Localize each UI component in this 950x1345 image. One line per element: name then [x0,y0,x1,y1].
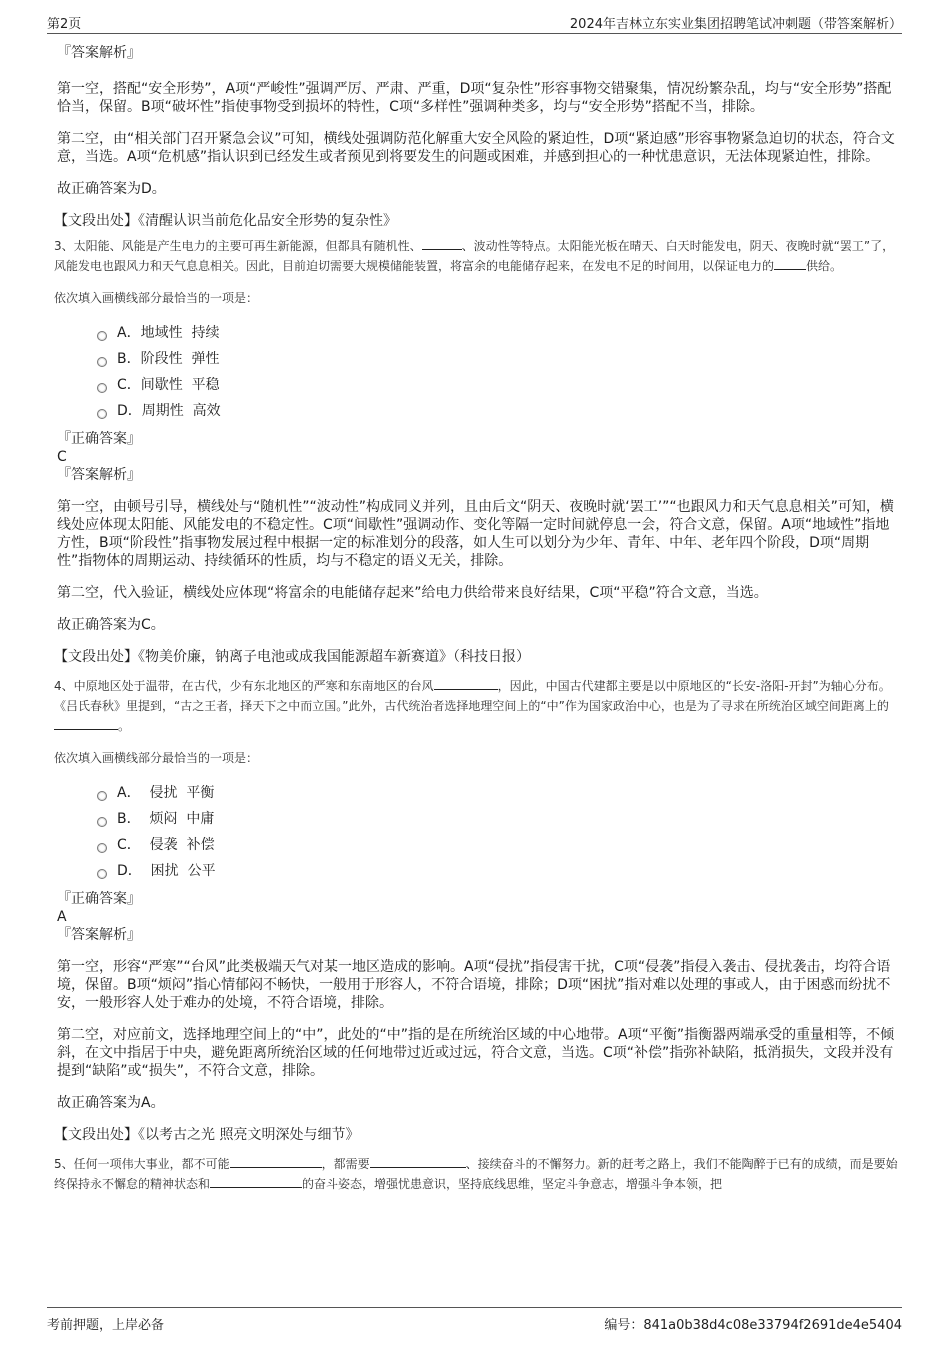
analysis-paragraph: 第一空，搭配“安全形势”，A项“严峻性”强调严厉、严肃、严重，D项“复杂性”形容事物交错聚集，情况纷繁杂乱，均与“安全形势”搭配恰当，保留。B项“破坏性”指使事物受到损坏的特性，C项“多样性”强调种类多，均与“安全形势”搭配不当，排除。 [57,81,892,115]
answer-label: 『正确答案』 [57,431,141,447]
source-citation: 【文段出处】《清醒认识当前危化品安全形势的复杂性》 [54,213,397,229]
question-4-instruction: 依次填入画横线部分最恰当的一项是： [54,751,259,765]
radio-icon[interactable] [97,383,107,393]
radio-icon[interactable] [97,357,107,367]
option-a[interactable]: A．地域性 持续 [97,320,902,346]
analysis-label: 『答案解析』 [57,927,141,943]
fill-blank [422,237,462,250]
analysis-paragraph: 第二空，代入验证，横线处应体现“将富余的电能储存起来”给电力供给带来良好结果，C项“平稳”符合文意，当选。 [57,585,768,601]
fill-blank [434,677,498,690]
analysis-label: 『答案解析』 [57,467,141,483]
document-id: 编号：841a0b38d4c08e33794f2691de4e5404 [604,1318,902,1333]
document-title: 2024年吉林立东实业集团招聘笔试冲刺题（带答案解析） [569,17,902,32]
analysis-paragraph: 第一空，由顿号引导，横线处与“随机性”“波动性”构成同义并列，且由后文“阴天、夜晚时就‘罢工’”“也跟风力和天气息息相关”可知，横线处应体现太阳能、风能发电的不稳定性。C项“间歇性”强调动作、变化等隔一定时间就停息一会，符合文意，保留。A项“地域性”指地方性，B项“阶段性”指事物发展过程中根据一定的标准划分的段落，如人生可以划分为少年、青年、中年、老年四个阶段，D项“周期性”指物体的周期运动、持续循环的性质，均与不稳定的语义无关，排除。 [57,499,894,569]
radio-icon[interactable] [97,817,107,827]
option-c[interactable]: C．间歇性 平稳 [97,372,902,398]
answer-value: A [57,909,67,925]
question-5-stem: 5、任何一项伟大事业，都不可能 ，都需要 、接续奋斗的不懈努力。新的赶考之路上，我们不能陶醉于已有的成绩，而是要始终保持永不懈怠的精神状态和 的奋斗姿态，增强忧患意识，坚持底线思维，坚定斗争意志，增强斗争本领，把 [54,1157,898,1191]
page-number: 第2页 [47,17,82,32]
answer-value: C [57,449,67,465]
conclusion: 故正确答案为D。 [57,181,166,197]
option-a[interactable]: A． 侵扰 平衡 [97,780,902,806]
fill-blank [230,1155,322,1168]
question-4-options [97,780,902,884]
radio-icon[interactable] [97,791,107,801]
option-b[interactable]: B．阶段性 弹性 [97,346,902,372]
source-citation: 【文段出处】《物美价廉，钠离子电池或成我国能源超车新赛道》（科技日报） [54,649,530,665]
conclusion: 故正确答案为A。 [57,1095,165,1111]
analysis-paragraph: 第二空，对应前文，选择地理空间上的“中”，此处的“中”指的是在所统治区域的中心地带。A项“平衡”指衡器两端承受的重量相等，不倾斜，在文中指居于中央，避免距离所统治区域的任何地带过近或过远，符合文意，当选。C项“补偿”指弥补缺陷，抵消损失，文段并没有提到“缺陷”或“损失”，不符合文意，排除。 [57,1027,895,1079]
radio-icon[interactable] [97,869,107,879]
question-3-options [97,320,902,424]
conclusion: 故正确答案为C。 [57,617,165,633]
document-body [54,44,902,1194]
analysis-paragraph: 第一空，形容“严寒”“台风”此类极端天气对某一地区造成的影响。A项“侵扰”指侵害干扰，C项“侵袭”指侵入袭击、侵扰袭击，均符合语境，保留。B项“烦闷”指心情郁闷不畅快，一般用于形容人，不符合语境，排除；D项“困扰”指对难以处理的事或人，由于困惑而纷扰不安，一般形容人处于难办的处境，不符合语境，排除。 [57,959,891,1011]
radio-icon[interactable] [97,843,107,853]
option-d[interactable]: D．周期性 高效 [97,398,902,424]
fill-blank [774,257,806,270]
question-4-stem: 4、中原地区处于温带，在古代，少有东北地区的严寒和东南地区的台风 ，因此，中国古代建都主要是以中原地区的“长安-洛阳-开封”为轴心分布。《吕氏春秋》里提到，“古之王者，择天下之中而立国。”此外，古代统治者选择地理空间上的“中”作为国家政治中心，也是为了寻求在所统治区域空间距离上的。 [54,679,891,733]
fill-blank [370,1155,466,1168]
answer-label: 『正确答案』 [57,891,141,907]
question-3-instruction: 依次填入画横线部分最恰当的一项是： [54,291,259,305]
analysis-label: 『答案解析』 [57,45,141,61]
page-footer [47,1307,902,1332]
question-3-stem: 3、太阳能、风能是产生电力的主要可再生新能源，但都具有随机性、 、波动性等特点。太阳能光板在晴天、白天时能发电，阴天、夜晚时就“罢工”了，风能发电也跟风力和天气息息相关。因此，目前迫切需要大规模储能装置，将富余的电能储存起来，在发电不足的时间用，以保证电力的 供给。 [54,239,895,273]
option-d[interactable]: D． 困扰 公平 [97,858,902,884]
option-b[interactable]: B． 烦闷 中庸 [97,806,902,832]
fill-blank [210,1175,302,1188]
source-citation: 【文段出处】《以考古之光 照亮文明深处与细节》 [54,1127,360,1143]
footer-slogan: 考前押题，上岸必备 [47,1318,165,1333]
analysis-paragraph: 第二空，由“相关部门召开紧急会议”可知，横线处强调防范化解重大安全风险的紧迫性，D项“紧迫感”形容事物紧急迫切的状态，符合文意，当选。A项“危机感”指认识到已经发生或者预见到将要发生的问题或困难，并感到担心的一种忧患意识，无法体现紧迫性，排除。 [57,131,895,165]
radio-icon[interactable] [97,331,107,341]
radio-icon[interactable] [97,409,107,419]
fill-blank [54,717,118,730]
page-header [47,13,902,34]
option-c[interactable]: C． 侵袭 补偿 [97,832,902,858]
